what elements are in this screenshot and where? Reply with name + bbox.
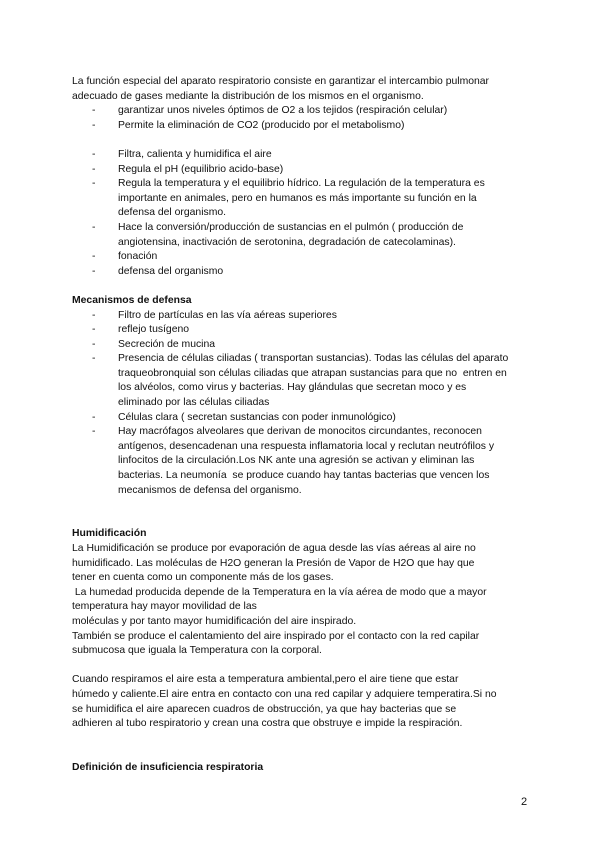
spacer (72, 732, 532, 747)
intro-paragraph-line: adecuado de gases mediante la distribución de los mismos en el organismo. (72, 90, 424, 102)
paragraph-line: temperatura hay mayor movilidad de las (72, 601, 257, 613)
list-item-text: Regula la temperatura y el equilibrio hídrico. La regulación de la temperatura es (118, 178, 485, 190)
bullet-dash: - (92, 411, 96, 423)
list-item (72, 250, 532, 265)
spacer (72, 133, 532, 148)
bullet-dash: - (92, 105, 96, 117)
bullet-dash: - (92, 324, 96, 336)
list-item-text: Presencia de células ciliadas ( transportan sustancias). Todas las células del aparato (118, 353, 509, 365)
list-item-text: Secreción de mucina (118, 338, 216, 350)
list-item-text: Permite la eliminación de CO2 (producido por el metabolismo) (118, 119, 405, 131)
list-item-text: importante en animales, pero en humanos es más importante su función en la (118, 192, 477, 204)
list-item (72, 309, 532, 324)
bullet-dash: - (92, 353, 96, 365)
list-item-text: defensa del organismo. (118, 207, 227, 219)
list-item-text: los alvéolos, como virus y bacterias. Hay glándulas que secretan moco y es (118, 382, 467, 394)
spacer (72, 498, 532, 513)
bullet-dash: - (92, 251, 96, 263)
list-item (72, 221, 532, 250)
list-item-text: garantizar unos niveles óptimos de O2 a los tejidos (respiración celular) (118, 105, 448, 117)
list-item-text: mecanismos de defensa del organismo. (118, 484, 302, 496)
paragraph-line: humidificado. Las moléculas de H2O generan la Presión de Vapor de H2O que hay que (72, 557, 475, 569)
list-item (72, 338, 532, 353)
paragraph-line: moléculas y por tanto mayor humidificación del aire inspirado. (72, 615, 357, 627)
paragraph-line: adhieren al tubo respiratorio y crean una costra que obstruye e impide la respiración. (72, 718, 463, 730)
list-item-text: fonación (118, 251, 158, 263)
section-heading-humidificacion: Humidificación (72, 528, 147, 540)
list-item-text: Células clara ( secretan sustancias con poder inmunológico) (118, 411, 396, 423)
paragraph-line: Cuando respiramos el aire esta a temperatura ambiental,pero el aire tiene que estar (72, 674, 459, 686)
paragraph-line: También se produce el calentamiento del aire inspirado por el contacto con la red capilar (72, 630, 480, 642)
page-number: 2 (521, 796, 528, 808)
bullet-dash: - (92, 148, 96, 160)
spacer (72, 279, 532, 294)
list-item-text: reflejo tusígeno (118, 324, 190, 336)
list-item (72, 148, 532, 163)
list-item-text: angiotensina, inactivación de serotonina, degradación de catecolaminas). (118, 236, 456, 248)
bullet-dash: - (92, 426, 96, 438)
list-item (72, 411, 532, 426)
list-item-text: Filtro de partículas en las vía aéreas superiores (118, 309, 337, 321)
list-item-text: antígenos, desencadenan una respuesta inflamatoria local y reclutan neutrófilos y (118, 440, 495, 452)
list-item-text: eliminado por las células ciliadas (118, 397, 270, 409)
paragraph-line: La Humidificación se produce por evaporación de agua desde las vías aéreas al aire no (72, 543, 476, 554)
bullet-dash: - (92, 163, 96, 175)
paragraph-line: submucosa que iguala la Temperatura con la corporal. (72, 645, 322, 657)
list-item (72, 352, 532, 410)
list-item-text: Filtra, calienta y humidifica el aire (118, 148, 272, 160)
spacer (72, 513, 532, 528)
section-heading-defensa: Mecanismos de defensa (72, 294, 192, 306)
spacer (72, 746, 532, 761)
list-item-text: defensa del organismo (118, 265, 224, 277)
list-item (72, 104, 532, 119)
list-item (72, 265, 532, 280)
list-item-text: bacterias. La neumonía se produce cuando hay tantas bacterias que vencen los (118, 470, 490, 482)
list-item (72, 425, 532, 498)
list-item-text: traqueobronquial son células ciliadas que atrapan sustancias para que no entren en (118, 367, 507, 379)
paragraph-line: La humedad producida depende de la Temperatura en la vía aérea de modo que a mayor (72, 586, 487, 598)
list-item-text: Hace la conversión/producción de sustancias en el pulmón ( producción de (118, 221, 464, 233)
list-item (72, 163, 532, 178)
bullet-dash: - (92, 309, 96, 321)
intro-paragraph-line: La función especial del aparato respiratorio consiste en garantizar el intercambio pulmonar (72, 76, 490, 87)
list-item (72, 177, 532, 221)
bullet-dash: - (92, 119, 96, 131)
list-item-text: Regula el pH (equilibrio acido-base) (118, 163, 284, 175)
list-item (72, 323, 532, 338)
paragraph-line: tener en cuenta como un componente más de los gases. (72, 572, 334, 584)
list-item-text: Hay macrófagos alveolares que derivan de monocitos circundantes, reconocen (118, 426, 482, 438)
paragraph-line: se humidifica el aire aparecen cuadros de obstrucción, ya que hay bacterias que se (72, 703, 457, 715)
paragraph-line: húmedo y caliente.El aire entra en contacto con una red capilar y adquiere temperatira.Si no (72, 688, 497, 700)
spacer (72, 659, 532, 674)
bullet-dash: - (92, 178, 96, 190)
bullet-dash: - (92, 338, 96, 350)
document-page (72, 75, 532, 776)
list-item (72, 119, 532, 134)
bullet-dash: - (92, 221, 96, 233)
list-item-text: linfocitos de la circulación.Los NK ante una agresión se activan y eliminan las (118, 455, 475, 467)
section-heading-insuficiencia: Definición de insuficiencia respiratoria (72, 761, 264, 773)
bullet-dash: - (92, 265, 96, 277)
